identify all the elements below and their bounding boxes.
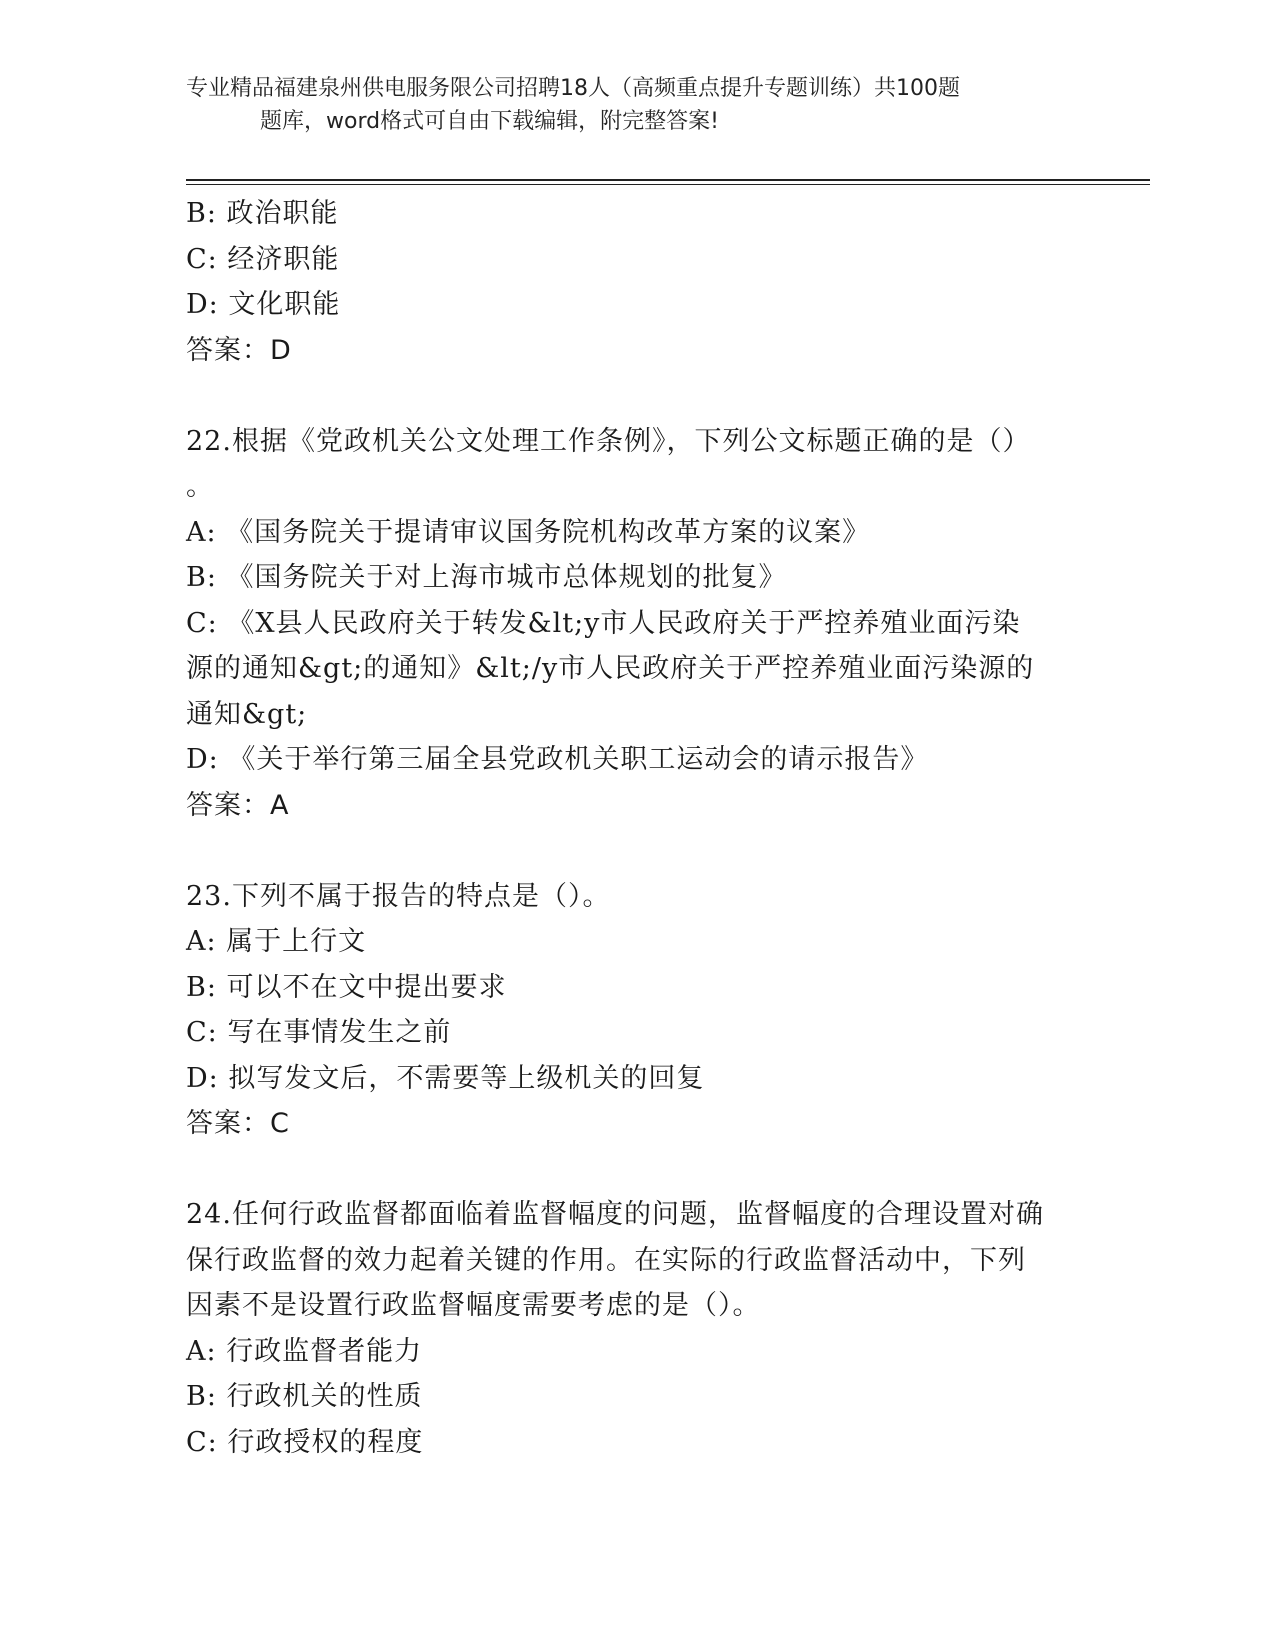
header-divider-thin [186, 184, 1150, 185]
q22-option-c-line-2: 源的通知&gt;的通知》&lt;/y市人民政府关于严控养殖业面污染源的 [186, 653, 1035, 684]
q22-stem-line-2: 。 [186, 471, 214, 502]
q21-option-c: C: 经济职能 [186, 243, 340, 275]
q21-answer: 答案：D [186, 334, 292, 366]
q24-option-b: B: 行政机关的性质 [186, 1381, 423, 1412]
q22-option-c-line-3: 通知&gt; [186, 698, 308, 730]
q22-option-c-line-1: C: 《X县人民政府关于转发&lt;y市人民政府关于严控养殖业面污染 [186, 607, 1021, 639]
spacer [186, 373, 1086, 419]
spacer [186, 1147, 1086, 1193]
header-line-2: 题库，word格式可自由下载编辑，附完整答案! [260, 109, 719, 134]
q24-stem-line-2: 保行政监督的效力起着关键的作用。在实际的行政监督活动中，下列 [186, 1244, 1026, 1276]
q24-stem-line-1: 24.任何行政监督都面临着监督幅度的问题，监督幅度的合理设置对确 [186, 1199, 1044, 1230]
q23-option-c: C: 写在事情发生之前 [186, 1017, 452, 1048]
q21-option-d: D: 文化职能 [186, 289, 341, 320]
q22-stem-line-1: 22.根据《党政机关公文处理工作条例》，下列公文标题正确的是（） [186, 425, 1031, 457]
q23-option-d: D: 拟写发文后，不需要等上级机关的回复 [186, 1062, 705, 1094]
document-header [186, 72, 1066, 138]
spacer [186, 828, 1086, 874]
q22-option-d: D: 《关于举行第三届全县党政机关职工运动会的请示报告》 [186, 744, 929, 775]
q23-option-a: A: 属于上行文 [186, 926, 367, 957]
q23-stem: 23.下列不属于报告的特点是（）。 [186, 880, 611, 912]
question-content [186, 191, 1086, 1465]
header-divider-thick [186, 179, 1150, 181]
q24-option-c: C: 行政授权的程度 [186, 1426, 424, 1458]
q22-option-b: B: 《国务院关于对上海市城市总体规划的批复》 [186, 562, 787, 593]
q23-option-b: B: 可以不在文中提出要求 [186, 971, 507, 1003]
q24-option-a: A: 行政监督者能力 [186, 1335, 423, 1367]
q22-option-a: A: 《国务院关于提请审议国务院机构改革方案的议案》 [186, 516, 871, 548]
header-line-1: 专业精品福建泉州供电服务限公司招聘18人（高频重点提升专题训练）共100题 [186, 76, 960, 101]
q24-stem-line-3: 因素不是设置行政监督幅度需要考虑的是（）。 [186, 1290, 761, 1321]
q22-answer: 答案：A [186, 789, 290, 821]
q21-option-b: B: 政治职能 [186, 198, 339, 229]
q23-answer: 答案：C [186, 1108, 290, 1139]
